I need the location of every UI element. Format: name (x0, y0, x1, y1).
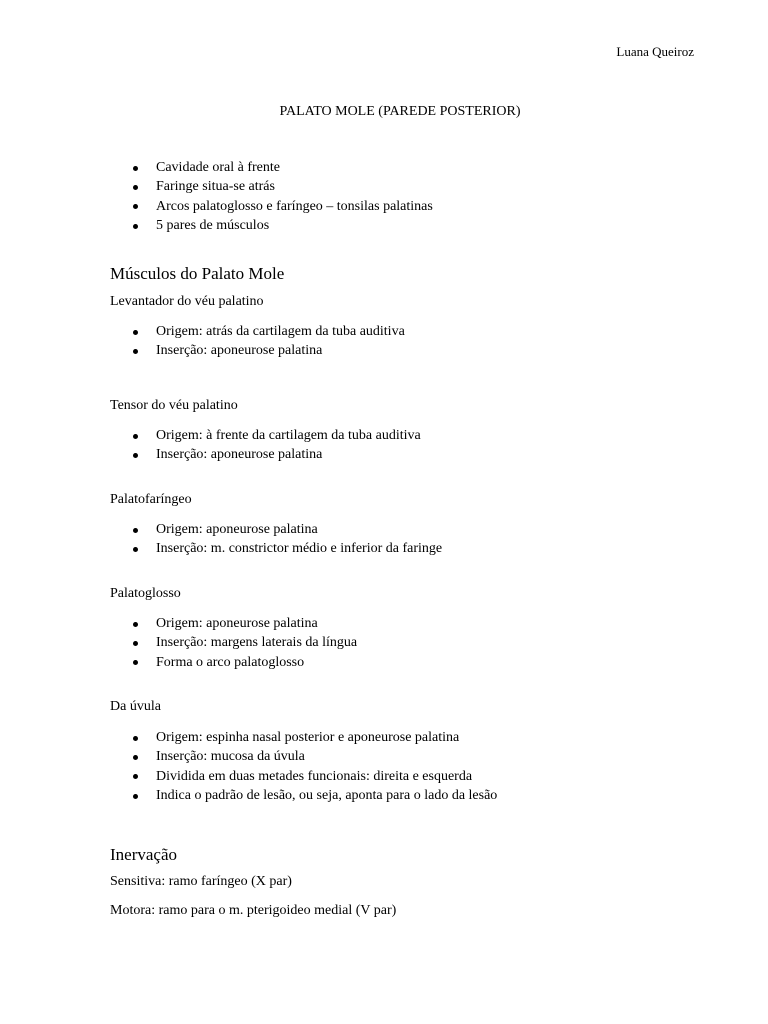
list-item-text: Faringe situa-se atrás (156, 179, 275, 195)
list-item (110, 341, 405, 360)
list-item-text: Forma o arco palatoglosso (156, 654, 305, 670)
list-item-text: 5 pares de músculos (156, 218, 270, 234)
list-item (110, 197, 433, 216)
bullet-icon (133, 434, 138, 439)
list-item (110, 520, 442, 539)
innervation-motor: Motora: ramo para o m. pterigoideo medial (V par) (110, 903, 397, 918)
muscle-name: Da úvula (110, 699, 161, 714)
list-item (110, 216, 433, 235)
innervation-sensitive: Sensitiva: ramo faríngeo (X par) (110, 874, 292, 889)
list-item-text: Arcos palatoglosso e faríngeo – tonsilas palatinas (156, 198, 433, 214)
list-item (110, 653, 357, 672)
list-item-text: Inserção: mucosa da úvula (156, 749, 305, 765)
muscle-name: Palatofaríngeo (110, 492, 192, 507)
bullet-icon (133, 528, 138, 533)
bullet-icon (133, 204, 138, 209)
list-item (110, 539, 442, 558)
bullet-icon (133, 453, 138, 458)
list-item (110, 158, 433, 177)
list-item-text: Origem: atrás da cartilagem da tuba auditiva (156, 324, 405, 339)
list-item (110, 747, 497, 766)
muscle-name: Palatoglosso (110, 586, 181, 601)
list-item-text: Cavidade oral à frente (156, 160, 280, 175)
muscles-heading: Músculos do Palato Mole (110, 264, 285, 283)
bullet-icon (133, 349, 138, 354)
bullet-icon (133, 622, 138, 627)
innervation-heading: Inervação (110, 845, 178, 864)
muscle-details-list (110, 322, 405, 361)
list-item (110, 633, 357, 652)
muscle-details-list (110, 426, 421, 465)
list-item (110, 177, 433, 196)
list-item (110, 767, 497, 786)
list-item-text: Origem: espinha nasal posterior e aponeurose palatina (156, 730, 460, 745)
bullet-icon (133, 330, 138, 335)
bullet-icon (133, 774, 138, 779)
list-item (110, 445, 421, 464)
bullet-icon (133, 736, 138, 741)
list-item-text: Dividida em duas metades funcionais: direita e esquerda (156, 768, 473, 784)
muscle-name: Levantador do véu palatino (110, 294, 264, 309)
list-item-text: Inserção: aponeurose palatina (156, 343, 323, 359)
list-item (110, 426, 421, 445)
muscle-details-list (110, 728, 497, 806)
list-item (110, 786, 497, 805)
muscle-name: Tensor do véu palatino (110, 398, 238, 413)
bullet-icon (133, 641, 138, 646)
list-item-text: Origem: à frente da cartilagem da tuba auditiva (156, 428, 421, 443)
bullet-icon (133, 660, 138, 665)
list-item-text: Inserção: aponeurose palatina (156, 447, 323, 463)
list-item (110, 728, 497, 747)
list-item (110, 614, 357, 633)
bullet-icon (133, 547, 138, 552)
list-item-text: Indica o padrão de lesão, ou seja, aponta para o lado da lesão (156, 788, 498, 804)
muscle-details-list (110, 520, 442, 559)
bullet-icon (133, 185, 138, 190)
list-item (110, 322, 405, 341)
list-item-text: Inserção: margens laterais da língua (156, 635, 358, 651)
author-name: Luana Queiroz (616, 44, 694, 59)
bullet-icon (133, 166, 138, 171)
document-title: PALATO MOLE (PAREDE POSTERIOR) (279, 104, 521, 119)
list-item-text: Inserção: m. constrictor médio e inferior da faringe (156, 541, 443, 557)
bullet-icon (133, 794, 138, 799)
list-item-text: Origem: aponeurose palatina (156, 616, 318, 631)
intro-list (110, 158, 433, 236)
list-item-text: Origem: aponeurose palatina (156, 522, 318, 537)
muscle-details-list (110, 614, 357, 672)
bullet-icon (133, 224, 138, 229)
bullet-icon (133, 755, 138, 760)
